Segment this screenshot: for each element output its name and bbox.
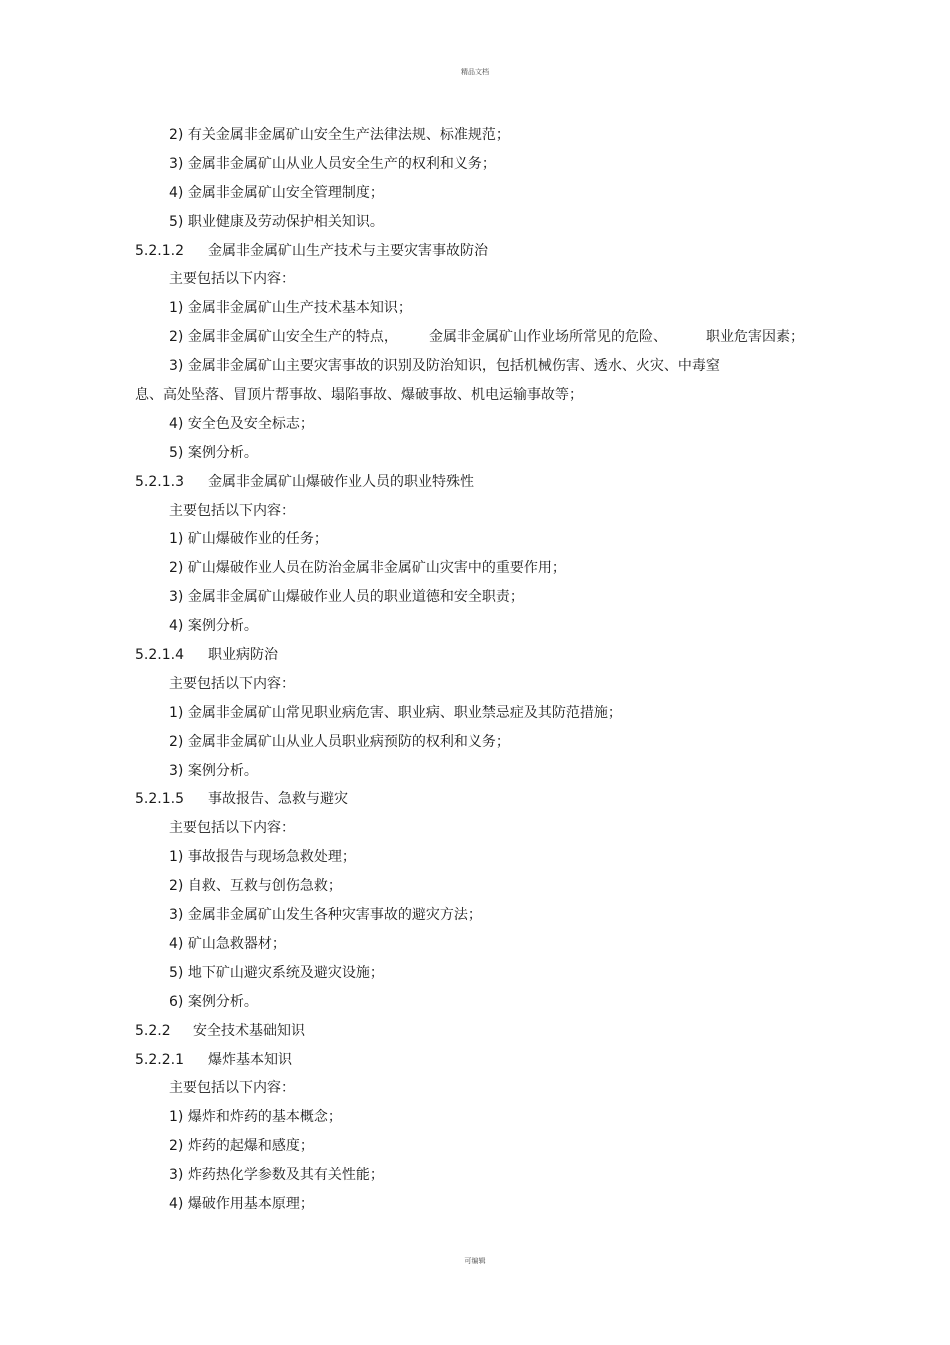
section-title: 爆炸基本知识 — [208, 1051, 292, 1068]
list-item — [0, 872, 950, 901]
line-text: 5) 地下矿山避灾系统及避灾设施； — [169, 964, 384, 981]
line-text: 1) 矿山爆破作业的任务； — [169, 531, 328, 548]
list-item — [0, 410, 950, 439]
list-item — [0, 583, 950, 612]
section-heading — [0, 237, 950, 266]
intro-text — [0, 1074, 950, 1103]
line-text: 3) 案例分析。 — [169, 762, 258, 779]
line-text: 6) 案例分析。 — [169, 993, 258, 1010]
line-text: 3) 炸药热化学参数及其有关性能； — [169, 1167, 384, 1184]
line-text: 4) 金属非金属矿山安全管理制度； — [169, 184, 384, 201]
line-text: 1) 金属非金属矿山常见职业病危害、职业病、职业禁忌症及其防范措施； — [169, 704, 622, 721]
line-text: 主要包括以下内容： — [169, 675, 295, 692]
section-heading — [0, 785, 950, 814]
line-text: 5) 职业健康及劳动保护相关知识。 — [169, 213, 384, 230]
list-item — [0, 843, 950, 872]
page-footer-note: 可编辑 — [464, 1257, 486, 1265]
line-text: 1) 事故报告与现场急救处理； — [169, 849, 356, 866]
section-number: 5.2.2.1 — [135, 1051, 184, 1068]
line-text: 主要包括以下内容： — [169, 820, 295, 837]
line-text: 3) 金属非金属矿山从业人员安全生产的权利和义务； — [169, 155, 496, 172]
list-item — [0, 699, 950, 728]
list-item — [0, 1132, 950, 1161]
line-text: 5) 案例分析。 — [169, 444, 258, 461]
line-text: 2) 炸药的起爆和感度； — [169, 1138, 314, 1155]
list-item — [0, 323, 950, 352]
section-heading — [0, 641, 950, 670]
line-text: 3) 金属非金属矿山爆破作业人员的职业道德和安全职责； — [169, 589, 524, 606]
list-item — [0, 525, 950, 554]
list-item-continuation — [0, 381, 950, 410]
line-text: 2) 矿山爆破作业人员在防治金属非金属矿山灾害中的重要作用； — [169, 560, 566, 577]
section-title: 事故报告、急救与避灾 — [208, 791, 348, 808]
document-body — [0, 121, 950, 1219]
list-item — [0, 901, 950, 930]
list-item — [0, 439, 950, 468]
list-item — [0, 352, 950, 381]
line-text: 4) 爆破作用基本原理； — [169, 1195, 314, 1212]
list-item — [0, 728, 950, 757]
list-item — [0, 1161, 950, 1190]
list-item — [0, 1103, 950, 1132]
section-number: 5.2.1.5 — [135, 791, 184, 808]
line-text: 主要包括以下内容： — [169, 1080, 295, 1097]
intro-text — [0, 265, 950, 294]
section-number: 5.2.1.4 — [135, 647, 184, 664]
list-item-segment: 2) 金属非金属矿山安全生产的特点， — [169, 329, 398, 346]
list-item — [0, 150, 950, 179]
list-item — [0, 179, 950, 208]
section-title: 安全技术基础知识 — [193, 1022, 305, 1039]
section-heading — [0, 1046, 950, 1075]
section-number: 5.2.2 — [135, 1022, 171, 1039]
line-text: 主要包括以下内容： — [169, 271, 295, 288]
list-item — [0, 294, 950, 323]
intro-text — [0, 497, 950, 526]
list-item — [0, 757, 950, 786]
list-item-segment: 金属非金属矿山作业场所常见的危险、 — [429, 329, 667, 346]
line-text: 4) 案例分析。 — [169, 618, 258, 635]
line-text: 4) 安全色及安全标志； — [169, 415, 314, 432]
line-text: 1) 金属非金属矿山生产技术基本知识； — [169, 300, 412, 317]
line-text: 2) 有关金属非金属矿山安全生产法律法规、标准规范； — [169, 127, 510, 143]
section-title: 金属非金属矿山爆破作业人员的职业特殊性 — [208, 473, 474, 490]
section-number: 5.2.1.2 — [135, 242, 184, 259]
intro-text — [0, 670, 950, 699]
section-number: 5.2.1.3 — [135, 473, 184, 490]
page-header-note: 精品文档 — [461, 68, 489, 76]
list-item — [0, 930, 950, 959]
list-item — [0, 1190, 950, 1219]
line-text: 主要包括以下内容： — [169, 502, 295, 519]
list-item — [0, 988, 950, 1017]
section-title: 职业病防治 — [208, 647, 278, 664]
list-item — [0, 959, 950, 988]
line-text: 1) 爆炸和炸药的基本概念； — [169, 1109, 342, 1126]
line-text: 2) 金属非金属矿山从业人员职业病预防的权利和义务； — [169, 733, 510, 750]
list-item-segment: 职业危害因素； — [706, 329, 804, 346]
section-title: 金属非金属矿山生产技术与主要灾害事故防治 — [208, 242, 488, 259]
line-text: 3) 金属非金属矿山发生各种灾害事故的避灾方法； — [169, 907, 482, 924]
line-text: 4) 矿山急救器材； — [169, 935, 286, 952]
section-heading — [0, 468, 950, 497]
line-text: 息、高处坠落、冒顶片帮事故、塌陷事故、爆破事故、机电运输事故等； — [135, 387, 583, 404]
list-item — [0, 612, 950, 641]
line-text: 3) 金属非金属矿山主要灾害事故的识别及防治知识，包括机械伤害、透水、火灾、中毒窒 — [169, 358, 720, 375]
line-text: 2) 自救、互救与创伤急救； — [169, 878, 342, 895]
list-item — [0, 121, 950, 150]
intro-text — [0, 814, 950, 843]
section-heading — [0, 1017, 950, 1046]
list-item — [0, 208, 950, 237]
list-item — [0, 554, 950, 583]
